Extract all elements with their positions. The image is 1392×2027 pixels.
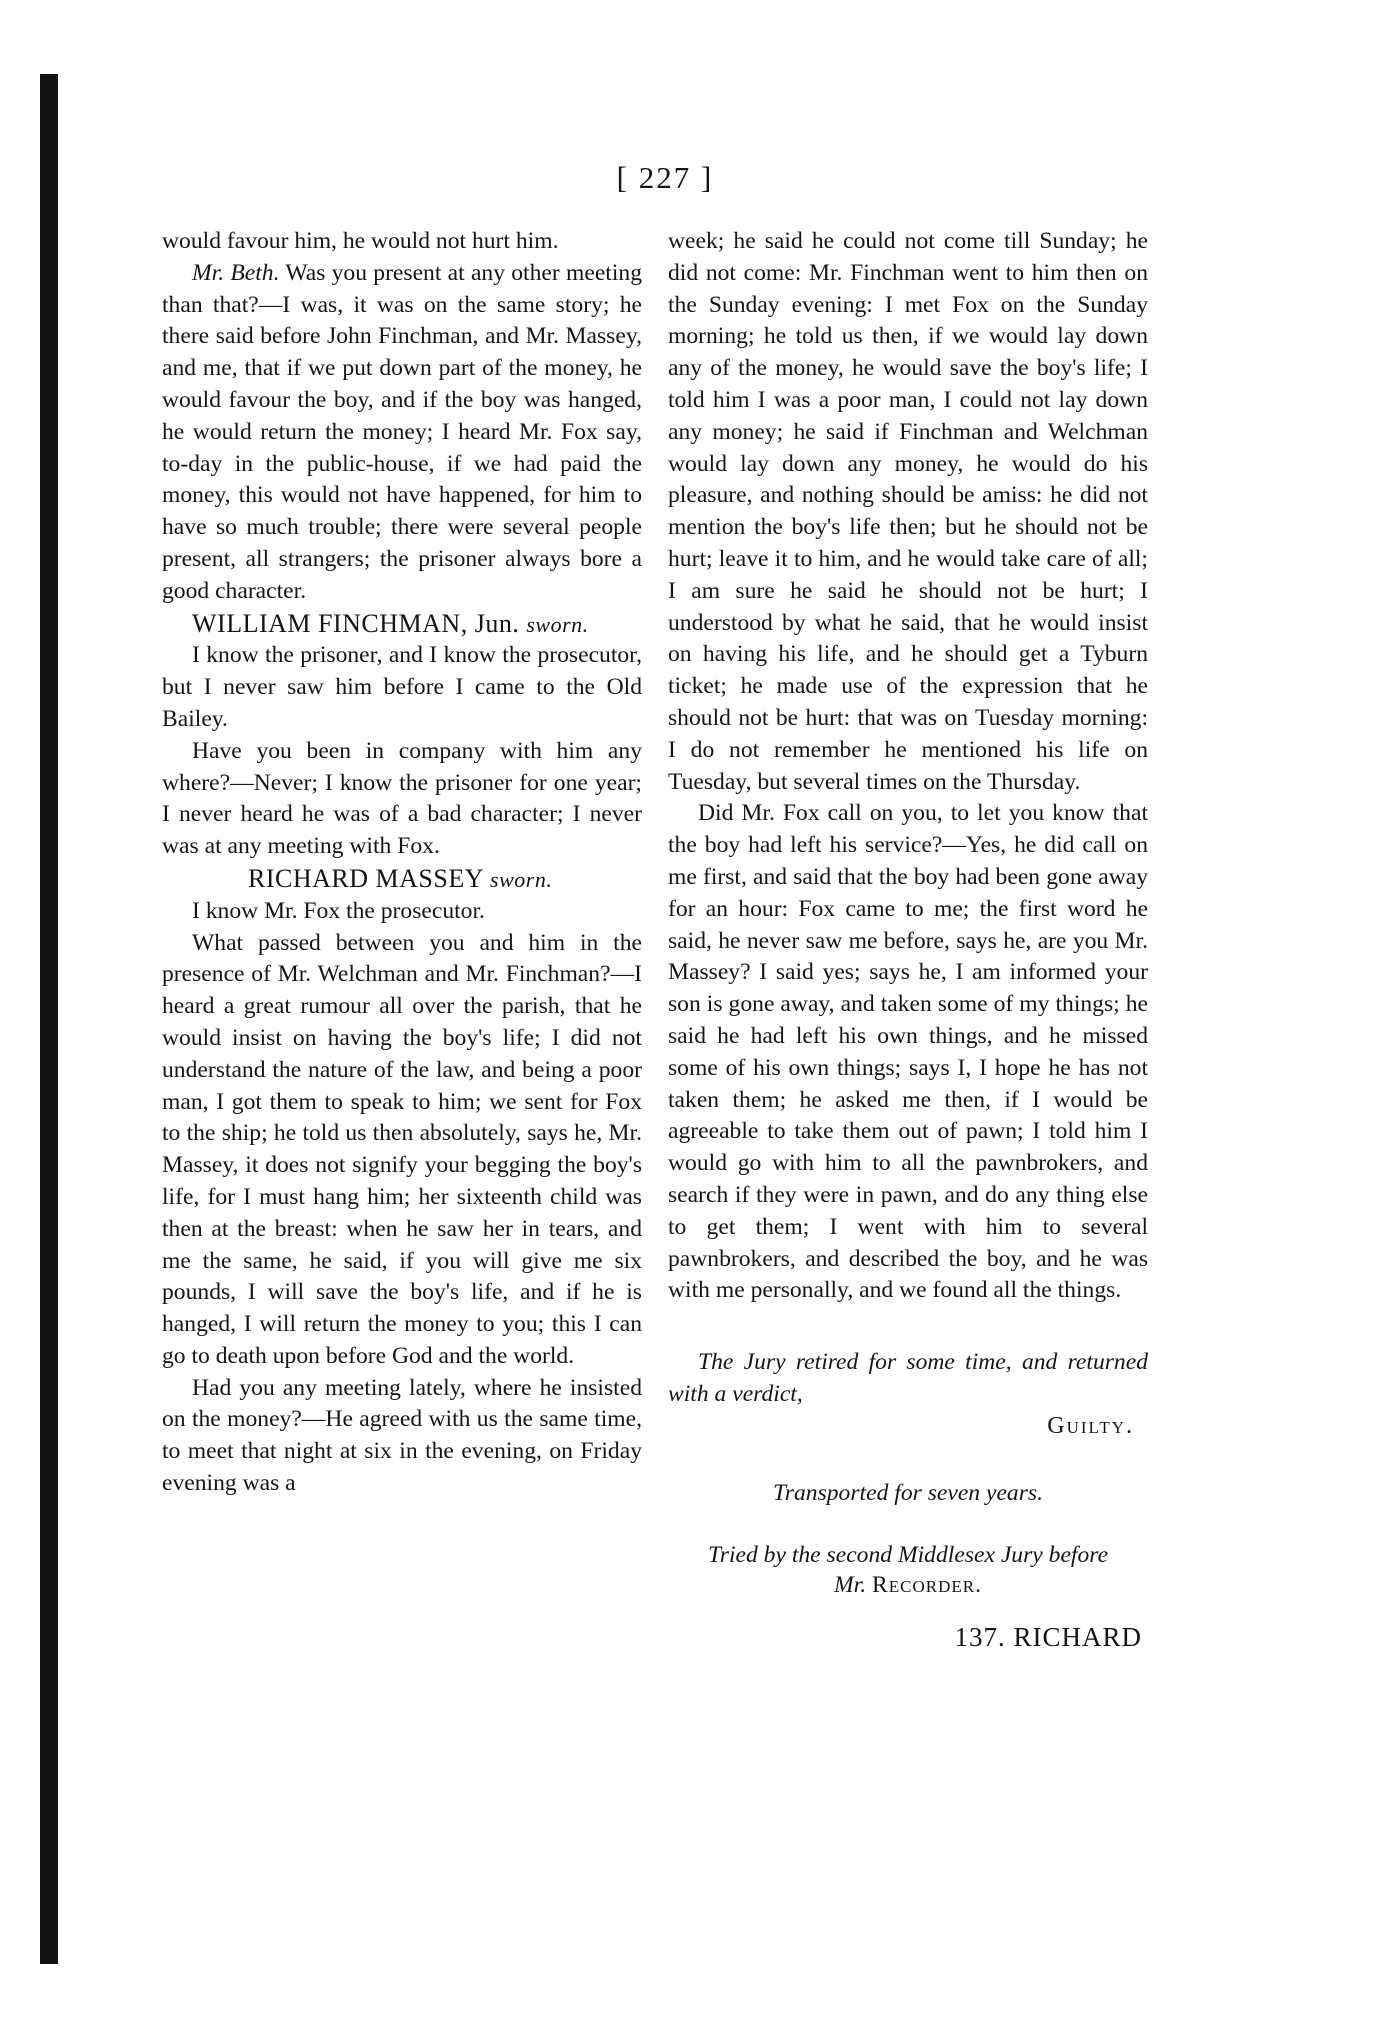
paragraph: would favour him, he would not hurt him.: [162, 228, 559, 254]
paragraph: Have you been in company with him any where?—Never; I know the prisoner for one year; I never heard he was of a bad character; I never was at any meeting with Fox.: [162, 737, 642, 860]
paragraph: [162, 258, 642, 608]
witness-name: WILLIAM FINCHMAN, Jun.: [192, 608, 520, 638]
sworn-label: sworn.: [526, 611, 589, 637]
right-column: [668, 226, 1148, 1654]
page-number: [ 227 ]: [616, 160, 714, 195]
trial-note-line: [668, 1570, 1148, 1600]
sentence: Transported for seven years.: [772, 1480, 1043, 1507]
witness-heading: [162, 608, 642, 641]
paragraph: Had you any meeting lately, where he insisted on the money?—He agreed with us the same time, to meet that night at six in the evening, on Friday evening was a: [162, 1374, 642, 1497]
witness-name: RICHARD MASSEY: [248, 863, 484, 893]
judge-name: Recorder.: [872, 1572, 982, 1599]
catchword: 137. RICHARD: [954, 1622, 1142, 1653]
speaker-name: Mr. Beth.: [192, 259, 280, 286]
trial-note: [668, 1540, 1148, 1600]
verdict-block: [668, 1347, 1148, 1442]
paragraph: week; he said he could not come till Sunday; he did not come: Mr. Finchman went to him then on the Sunday evening: I met Fox on the Sunday morning; he told us then, if we would lay down any of the money, he would save the boy's life; I told him I was a poor man, I could not lay down any money; he said if Finchman and Welchman would lay down any money, he would do his pleasure, and nothing should be amiss: he did not mention the boy's life then; but he should not be hurt; leave it to him, and he would take care of all; I am sure he said he should not be hurt; I understood by what he said, that he would insist on having his life, and he should get a Tyburn ticket; he made use of the expression that he should not be hurt: that was on Tuesday morning: I do not remember he mentioned his life on Tuesday, but several times on the Thursday.: [668, 228, 1148, 795]
trial-note-line: Tried by the second Middlesex Jury before: [707, 1542, 1109, 1569]
paragraph: Did Mr. Fox call on you, to let you know that the boy had left his service?—Yes, he did call on me first, and said that the boy had been gone away for an hour: Fox came to me; the first word he said, he never saw me before, says he, are you Mr. Massey? I said yes; says he, I am informed your son is gone away, and taken some of my things; he said he had left his own things, and he missed some of his own things; says I, I hope he has not taken them; he asked me then, if I would be agreeable to take them out of pawn; I told him I would go with him to all the pawnbrokers, and search if they were in pawn, and do any thing else to get them; I went with him to several pawnbrokers, and described the boy, and he was with me personally, and we found all the things.: [668, 800, 1148, 1304]
title-prefix: Mr.: [833, 1572, 867, 1599]
left-column: [162, 226, 642, 1500]
paragraph: What passed between you and him in the presence of Mr. Welchman and Mr. Finchman?—I heard a great rumour all over the parish, that he would insist on having the boy's life; I did not understand the nature of the law, and being a poor man, I got them to speak to him; we sent for Fox to the ship; he told us then absolutely, says he, Mr. Massey, it does not signify your begging the boy's life, for I must hang him; her sixteenth child was then at the breast: when he saw her in tears, and me the same, he said, if you will give me six pounds, I will save the boy's life, and if he is hanged, I will return the money to you; this I can go to death upon before God and the world.: [162, 929, 642, 1369]
jury-statement: The Jury retired for some time, and returned with a verdict,: [668, 1349, 1148, 1407]
paragraph: I know the prisoner, and I know the prosecutor, but I never saw him before I came to the Old Bailey.: [162, 642, 642, 732]
verdict: Guilty.: [1047, 1412, 1134, 1439]
paragraph: I know Mr. Fox the prosecutor.: [192, 897, 485, 924]
witness-heading: [162, 863, 642, 896]
paragraph-text: Was you present at any other meeting than that?—I was, it was on the same story; he there said before John Finchman, and Mr. Massey, and me, that if we put down part of the money, he would favour the boy, and if the boy was hanged, he would return the money; I heard Mr. Fox say, to-day in the public-house, if we had paid the money, this would not have happened, for him to have so much trouble; there were several people present, all strangers; the prisoner always bore a good character.: [162, 259, 642, 604]
page-edge-shadow: [40, 74, 58, 1964]
sworn-label: sworn.: [490, 866, 553, 892]
